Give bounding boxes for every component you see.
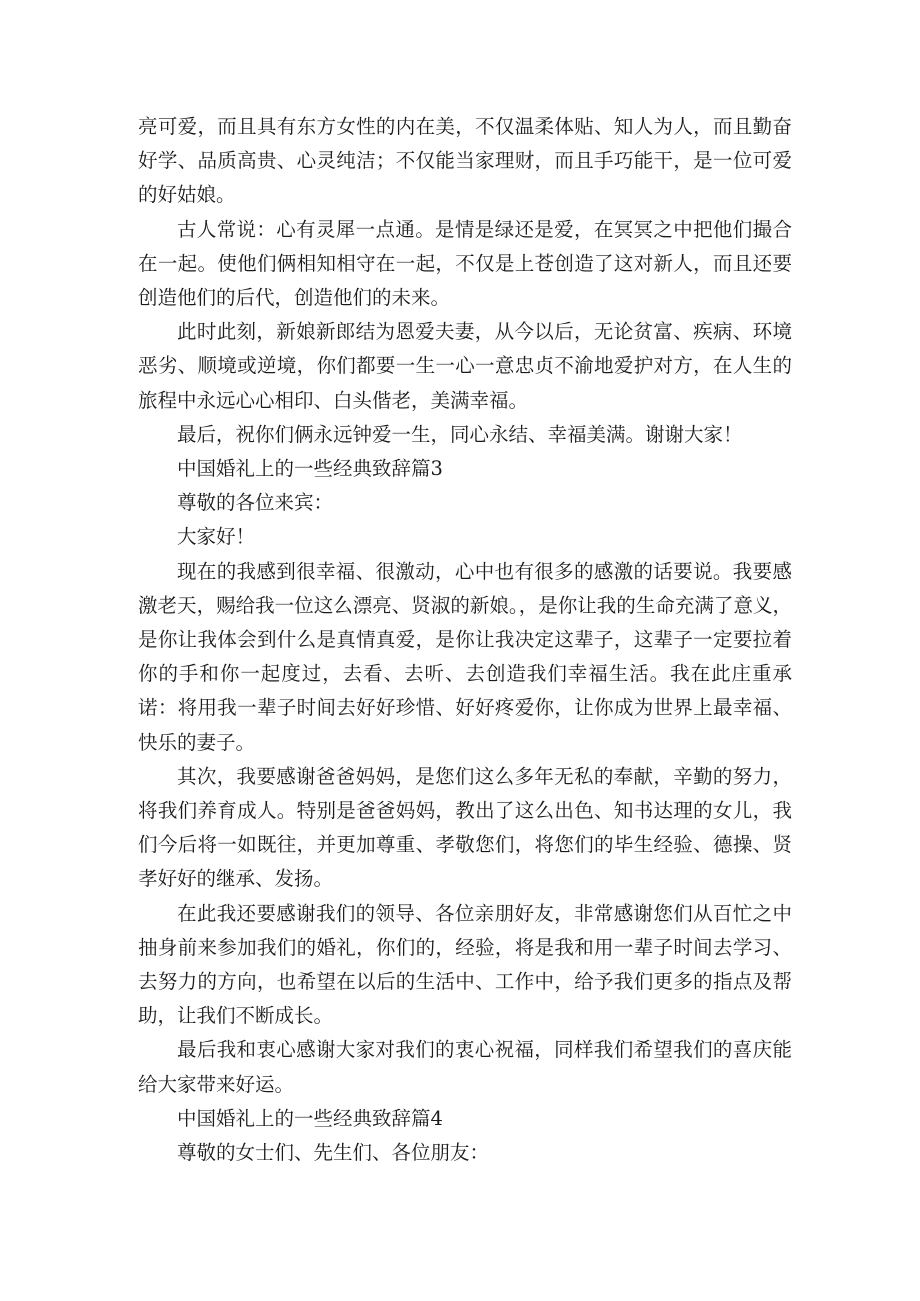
document-body bbox=[138, 110, 792, 1170]
section-heading-3: 中国婚礼上的一些经典致辞篇3 bbox=[177, 457, 443, 481]
salutation-guests: 尊敬的各位来宾： bbox=[177, 491, 334, 515]
paragraph-ancient-saying: 古人常说：心有灵犀一点通。是情是绿还是爱，在冥冥之中把他们撮合在一起。使他们俩相知相守在一起，不仅是上苍创造了这对新人，而且还要创造他们的后代，创造他们的未来。 bbox=[138, 217, 792, 310]
paragraph-thanks-leaders-friends: 在此我还要感谢我们的领导、各位亲朋好友，非常感谢您们从百忙之中抽身前来参加我们的婚礼，你们的，经验，将是我和用一辈子时间去学习、去努力的方向，也希望在以后的生活中、工作中，给予我们更多的指点及帮助，让我们不断成长。 bbox=[138, 901, 792, 1028]
paragraph-groom-thanks-bride: 现在的我感到很幸福、很激动，心中也有很多的感激的话要说。我要感激老天，赐给我一位这么漂亮、贤淑的新娘。，是你让我的生命充满了意义，是你让我体会到什么是真情真爱，是你让我决定这辈子，这辈子一定要拉着你的手和你一起度过，去看、去听、去创造我们幸福生活。我在此庄重承诺：将用我一辈子时间去好好珍惜、好好疼爱你，让你成为世界上最幸福、快乐的妻子。 bbox=[138, 559, 792, 754]
paragraph-continuation: 亮可爱，而且具有东方女性的内在美，不仅温柔体贴、知人为人，而且勤奋好学、品质高贵、心灵纯洁；不仅能当家理财，而且手巧能干，是一位可爱的好姑娘。 bbox=[138, 115, 792, 207]
section-heading-4: 中国婚礼上的一些经典致辞篇4 bbox=[177, 1106, 443, 1130]
greeting-hello: 大家好！ bbox=[177, 525, 256, 549]
paragraph-thanks-parents: 其次，我要感谢爸爸妈妈，是您们这么多年无私的奉献，辛勤的努力，将我们养育成人。特别是爸爸妈妈，教出了这么出色、知书达理的女儿，我们今后将一如既往，并更加尊重、孝敬您们，将您们的毕生经验、德操、贤孝好好的继承、发扬。 bbox=[138, 764, 792, 891]
paragraph-vows: 此时此刻，新娘新郎结为恩爱夫妻，从今以后，无论贫富、疾病、环境恶劣、顺境或逆境，你们都要一生一心一意忠贞不渝地爱护对方，在人生的旅程中永远心心相印、白头偕老，美满幸福。 bbox=[138, 320, 792, 412]
paragraph-closing-wishes: 最后，祝你们俩永远钟爱一生，同心永结、幸福美满。谢谢大家！ bbox=[177, 422, 743, 446]
salutation-ladies-gentlemen: 尊敬的女士们、先生们、各位朋友： bbox=[177, 1141, 490, 1165]
paragraph-final-thanks: 最后我和衷心感谢大家对我们的衷心祝福，同样我们希望我们的喜庆能给大家带来好运。 bbox=[138, 1038, 792, 1096]
